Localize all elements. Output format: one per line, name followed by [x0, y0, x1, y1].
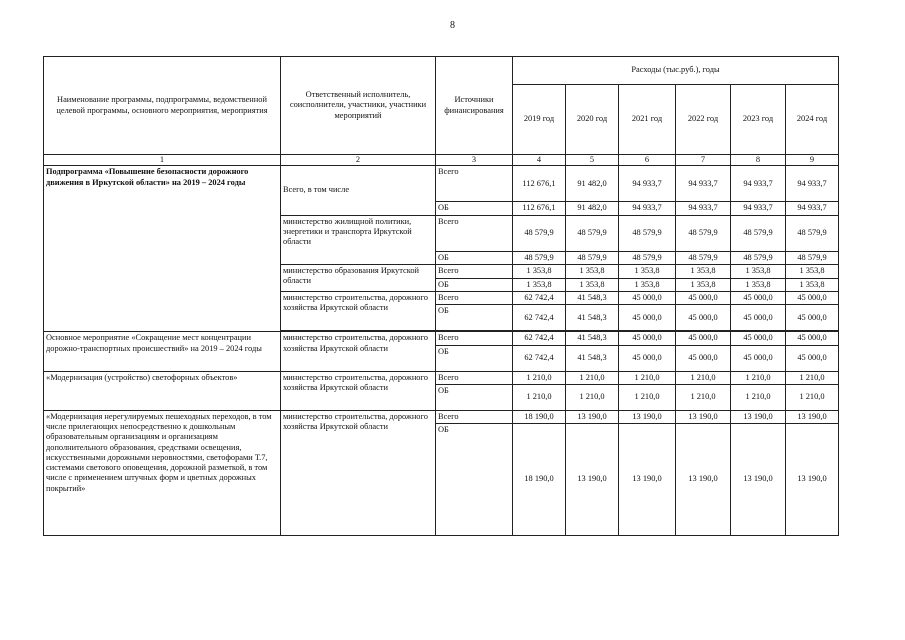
- value-cell: 48 579,9: [513, 215, 566, 251]
- value-cell: 45 000,0: [731, 345, 786, 371]
- table-row: [44, 166, 839, 202]
- value-cell: 1 353,8: [566, 264, 619, 278]
- value-cell: 1 353,8: [731, 264, 786, 278]
- value-cell: 1 353,8: [676, 278, 731, 291]
- value-cell: 13 190,0: [619, 410, 676, 423]
- value-cell: 1 210,0: [676, 384, 731, 410]
- source-cell: Всего: [436, 410, 513, 423]
- value-cell: 1 210,0: [619, 371, 676, 384]
- source-cell: ОБ: [436, 202, 513, 215]
- column-index: 4: [513, 155, 566, 166]
- value-cell: 18 190,0: [513, 424, 566, 536]
- source-cell: Всего: [436, 332, 513, 345]
- value-cell: 94 933,7: [731, 202, 786, 215]
- value-cell: 45 000,0: [676, 292, 731, 305]
- value-cell: 1 353,8: [676, 264, 731, 278]
- value-cell: 91 482,0: [566, 202, 619, 215]
- executor-cell: министерство жилищной политики, энергетики и транспорта Иркутской области: [281, 215, 436, 264]
- value-cell: 45 000,0: [676, 345, 731, 371]
- value-cell: 1 353,8: [566, 278, 619, 291]
- value-cell: 1 210,0: [731, 371, 786, 384]
- value-cell: 45 000,0: [731, 305, 786, 331]
- value-cell: 45 000,0: [731, 292, 786, 305]
- source-cell: Всего: [436, 264, 513, 278]
- value-cell: 13 190,0: [566, 410, 619, 423]
- value-cell: 45 000,0: [619, 332, 676, 345]
- value-cell: 45 000,0: [786, 345, 839, 371]
- column-index: 1: [44, 155, 281, 166]
- value-cell: 48 579,9: [513, 251, 566, 264]
- executor-cell: министерство строительства, дорожного хозяйства Иркутской области: [281, 410, 436, 535]
- column-index: 9: [786, 155, 839, 166]
- value-cell: 45 000,0: [731, 332, 786, 345]
- subprogram-name: Подпрограмма «Повышение безопасности дорожного движения в Иркутской области» на 2019 – 2024 годы: [44, 166, 281, 332]
- value-cell: 18 190,0: [513, 410, 566, 423]
- table-row: [44, 371, 839, 384]
- value-cell: 41 548,3: [566, 332, 619, 345]
- value-cell: 41 548,3: [566, 305, 619, 331]
- value-cell: 1 210,0: [513, 384, 566, 410]
- event-name: «Модернизация (устройство) светофорных объектов»: [44, 371, 281, 410]
- value-cell: 13 190,0: [676, 410, 731, 423]
- source-cell: Всего: [436, 215, 513, 251]
- value-cell: 13 190,0: [676, 424, 731, 536]
- value-cell: 48 579,9: [676, 251, 731, 264]
- value-cell: 1 353,8: [619, 278, 676, 291]
- column-index: 7: [676, 155, 731, 166]
- value-cell: 1 210,0: [513, 371, 566, 384]
- value-cell: 94 933,7: [786, 166, 839, 202]
- value-cell: 45 000,0: [786, 332, 839, 345]
- header-year: 2020 год: [566, 85, 619, 155]
- table-row: [44, 410, 839, 423]
- source-cell: Всего: [436, 166, 513, 202]
- column-index: 8: [731, 155, 786, 166]
- value-cell: 1 210,0: [731, 384, 786, 410]
- executor-cell: министерство строительства, дорожного хозяйства Иркутской области: [281, 332, 436, 371]
- value-cell: 91 482,0: [566, 166, 619, 202]
- value-cell: 45 000,0: [619, 292, 676, 305]
- header-year: 2024 год: [786, 85, 839, 155]
- value-cell: 1 210,0: [566, 384, 619, 410]
- value-cell: 48 579,9: [786, 251, 839, 264]
- value-cell: 1 353,8: [786, 264, 839, 278]
- value-cell: 94 933,7: [676, 202, 731, 215]
- header-source: Источники финансирования: [436, 57, 513, 155]
- value-cell: 94 933,7: [731, 166, 786, 202]
- budget-table: [43, 56, 839, 536]
- value-cell: 112 676,1: [513, 166, 566, 202]
- executor-cell: Всего, в том числе: [281, 166, 436, 215]
- value-cell: 1 210,0: [619, 384, 676, 410]
- value-cell: 1 353,8: [619, 264, 676, 278]
- source-cell: ОБ: [436, 251, 513, 264]
- value-cell: 45 000,0: [619, 305, 676, 331]
- executor-cell: министерство строительства, дорожного хозяйства Иркутской области: [281, 292, 436, 331]
- source-cell: ОБ: [436, 345, 513, 371]
- value-cell: 48 579,9: [786, 215, 839, 251]
- value-cell: 45 000,0: [786, 305, 839, 331]
- value-cell: 1 210,0: [786, 371, 839, 384]
- header-name: Наименование программы, подпрограммы, ведомственной целевой программы, основного мероприятия, мероприятия: [44, 57, 281, 155]
- value-cell: 62 742,4: [513, 345, 566, 371]
- column-index: 3: [436, 155, 513, 166]
- value-cell: 62 742,4: [513, 332, 566, 345]
- header-executor: Ответственный исполнитель, соисполнители, участники, участники мероприятий: [281, 57, 436, 155]
- source-cell: Всего: [436, 371, 513, 384]
- value-cell: 1 210,0: [566, 371, 619, 384]
- value-cell: 48 579,9: [619, 251, 676, 264]
- value-cell: 48 579,9: [619, 215, 676, 251]
- value-cell: 94 933,7: [619, 166, 676, 202]
- value-cell: 48 579,9: [731, 215, 786, 251]
- value-cell: 48 579,9: [676, 215, 731, 251]
- column-index: 2: [281, 155, 436, 166]
- value-cell: 45 000,0: [619, 345, 676, 371]
- value-cell: 48 579,9: [566, 215, 619, 251]
- source-cell: ОБ: [436, 305, 513, 331]
- column-index: 5: [566, 155, 619, 166]
- value-cell: 94 933,7: [619, 202, 676, 215]
- value-cell: 1 353,8: [513, 278, 566, 291]
- header-year: 2019 год: [513, 85, 566, 155]
- value-cell: 1 353,8: [513, 264, 566, 278]
- event-name: «Модернизация нерегулируемых пешеходных переходов, в том числе прилегающих непосредственно к дошкольным образовательным организациям и организациям дополнительного образования, средствами освещения, искусственными дорожными неровностями, светофорами Т.7, системами светового оповещения, дорожной разметкой, в том числе с применением штучных форм и цветных дорожных покрытий»: [44, 410, 281, 535]
- value-cell: 48 579,9: [566, 251, 619, 264]
- header-year: 2023 год: [731, 85, 786, 155]
- source-cell: ОБ: [436, 424, 513, 536]
- source-cell: Всего: [436, 292, 513, 305]
- value-cell: 41 548,3: [566, 292, 619, 305]
- value-cell: 62 742,4: [513, 292, 566, 305]
- header-year: 2022 год: [676, 85, 731, 155]
- value-cell: 45 000,0: [786, 292, 839, 305]
- executor-cell: министерство образования Иркутской области: [281, 264, 436, 291]
- value-cell: 13 190,0: [731, 410, 786, 423]
- value-cell: 112 676,1: [513, 202, 566, 215]
- value-cell: 94 933,7: [676, 166, 731, 202]
- value-cell: 13 190,0: [731, 424, 786, 536]
- value-cell: 1 210,0: [676, 371, 731, 384]
- column-index-row: [44, 155, 839, 166]
- header-expenses: Расходы (тыс.руб.), годы: [513, 57, 839, 85]
- value-cell: 62 742,4: [513, 305, 566, 331]
- page-number: 8: [450, 20, 455, 31]
- value-cell: 45 000,0: [676, 332, 731, 345]
- value-cell: 1 353,8: [731, 278, 786, 291]
- value-cell: 48 579,9: [731, 251, 786, 264]
- value-cell: 1 210,0: [786, 384, 839, 410]
- value-cell: 45 000,0: [676, 305, 731, 331]
- value-cell: 13 190,0: [619, 424, 676, 536]
- value-cell: 41 548,3: [566, 345, 619, 371]
- main-event-name: Основное мероприятие «Сокращение мест концентрации дорожно-транспортных происшествий» на 2019 – 2024 годы: [44, 332, 281, 371]
- table-row: [44, 332, 839, 345]
- value-cell: 94 933,7: [786, 202, 839, 215]
- source-cell: ОБ: [436, 384, 513, 410]
- value-cell: 13 190,0: [786, 410, 839, 423]
- source-cell: ОБ: [436, 278, 513, 291]
- value-cell: 13 190,0: [566, 424, 619, 536]
- header-year: 2021 год: [619, 85, 676, 155]
- column-index: 6: [619, 155, 676, 166]
- value-cell: 1 353,8: [786, 278, 839, 291]
- value-cell: 13 190,0: [786, 424, 839, 536]
- executor-cell: министерство строительства, дорожного хозяйства Иркутской области: [281, 371, 436, 410]
